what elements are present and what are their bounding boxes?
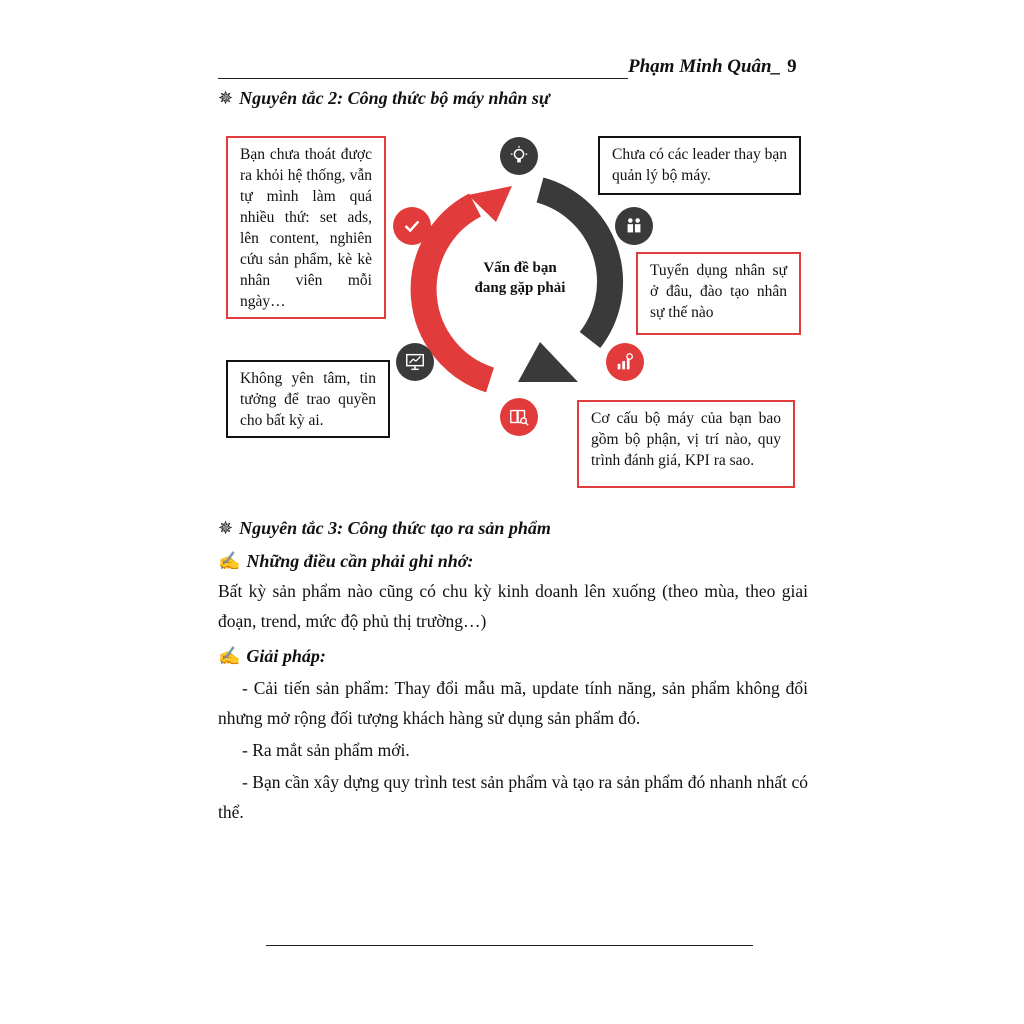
box-top-left [226,136,386,319]
diagram-center-label: Vấn đề bạn đang gặp phải [474,260,566,296]
lightbulb-icon [500,137,538,175]
box-mid-right [636,252,801,335]
section2-title: Nguyên tắc 2: Công thức bộ máy nhân sự [239,88,550,108]
header-rule [218,78,628,79]
solution-heading [218,646,326,667]
writing-hand-icon: ✍ [218,646,241,666]
monitor-icon [396,343,434,381]
footer-rule [266,945,753,946]
box-top-left-text: Bạn chưa thoát được ra khỏi hệ thống, vẫn tự mình làm quá nhiều thứ: set ads, lên content, nghiên cứu sản phẩm, kè kè nhân viên mỗi ngày… [240,146,372,310]
box-top-right-text: Chưa có các leader thay bạn quản lý bộ máy. [612,146,787,184]
box-bottom-left-text: Không yên tâm, tin tưởng để trao quyền cho bất kỳ ai. [240,370,376,429]
section3-heading [218,518,551,539]
box-bottom-right [577,400,795,488]
solution-item-1: - Cải tiến sản phẩm: Thay đổi mẫu mã, update tính năng, sản phẩm không đổi nhưng mở rộng đối tượng khách hàng sử dụng sản phẩm đó. [218,678,808,728]
box-mid-right-text: Tuyển dụng nhân sự ở đâu, đào tạo nhân sự thế nào [650,262,787,321]
solution-item-2: - Ra mắt sản phẩm mới. [242,740,410,760]
checkmark-icon [393,207,431,245]
star-icon: ✵ [218,88,234,108]
header-author: Phạm Minh Quân_ [628,56,782,77]
remember-paragraph: Bất kỳ sản phẩm nào cũng có chu kỳ kinh doanh lên xuống (theo mùa, theo giai đoạn, trend, mức độ phủ thị trường…) [218,581,808,631]
remember-heading [218,551,473,572]
remember-title: Những điều cần phải ghi nhớ: [246,551,474,571]
running-header [628,56,797,78]
dark-arrowhead [518,342,578,382]
solution-item-3: - Bạn cần xây dựng quy trình test sản phẩm và tạo ra sản phẩm đó nhanh nhất có thể. [218,772,808,822]
box-bottom-left [226,360,390,438]
section3-title: Nguyên tắc 3: Công thức tạo ra sản phẩm [239,518,551,538]
writing-hand-icon: ✍ [218,551,241,571]
book-search-icon [500,398,538,436]
chart-icon [606,343,644,381]
page-number: 9 [787,56,797,77]
star-icon: ✵ [218,518,234,538]
box-top-right [598,136,801,195]
section2-heading [218,88,550,109]
box-bottom-right-text: Cơ cấu bộ máy của bạn bao gồm bộ phận, vị trí nào, quy trình đánh giá, KPI ra sao. [591,410,781,469]
team-icon [615,207,653,245]
solution-title: Giải pháp: [246,646,326,666]
